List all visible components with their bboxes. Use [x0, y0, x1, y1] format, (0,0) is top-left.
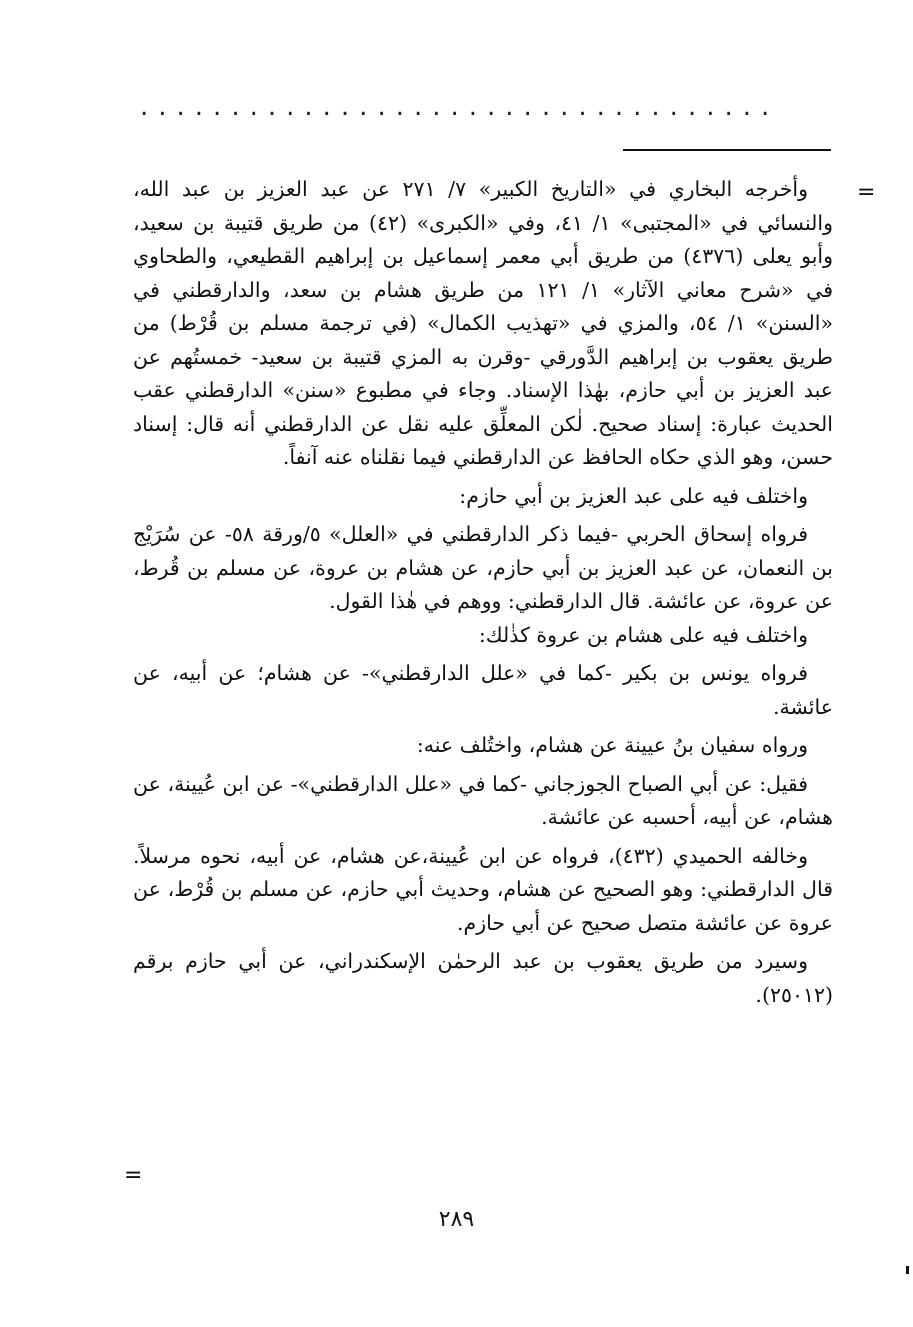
paragraph-5: فرواه يونس بن بكير -كما في «علل الدارقطني»- عن هشام؛ عن أبيه، عن عائشة. — [133, 661, 833, 719]
dotted-separator: ................................... — [140, 92, 780, 122]
footnote-body — [133, 173, 833, 1012]
paragraph-8: وخالفه الحميدي (٤٣٢)، فرواه عن ابن عُيينة،عن هشام، عن أبيه، نحوه مرسلاً. قال الدارقطني: وهو الصحيح عن هشام، وحديث أبي حازم، عن مسلم بن قُرْط، عن عروة عن عائشة متصل صحيح عن أبي حازم. — [133, 843, 833, 935]
paragraph-6: ورواه سفيان بنُ عيينة عن هشام، واختُلف عنه: — [416, 733, 808, 757]
continuation-marker-bottom: = — [124, 1163, 143, 1188]
paragraph-3: فرواه إسحاق الحربي -فيما ذكر الدارقطني في «العلل» ٥/ورقة ٥٨- عن سُرَيْج بن النعمان، عن عبد العزيز بن أبي حازم، عن هشام بن عروة، عن مسلم بن قُرط، عن عروة، عن عائشة. قال الدارقطني: ووهم في هٰذا القول. — [133, 522, 833, 613]
edge-speck — [906, 1266, 909, 1274]
paragraph-1: وأخرجه البخاري في «التاريخ الكبير» ٧/ ٢٧١ عن عبد العزيز بن عبد الله، والنسائي في «المجتبى» ١/ ٤١، وفي «الكبرى» (٤٢) من طريق قتيبة بن سعيد، وأبو يعلى (٤٣٧٦) من طريق أبي معمر إسماعيل بن إبراهيم القطيعي، والطحاوي في «شرح معاني الآثار» ١/ ١٢١ من طريق هشام بن سعد، والدارقطني في «السنن» ١/ ٥٤، والمزي في «تهذيب الكمال» (في ترجمة مسلم بن قُرْط) من طريق يعقوب بن إبراهيم الدَّورقي -وقرن به المزي قتيبة بن سعيد- خمستُهم عن عبد العزيز بن أبي حازم، بهٰذا الإسناد. وجاء في مطبوع «سنن» الدارقطني عقب الحديث عبارة: إسناد صحيح. لٰكن المعلِّق عليه نقل عن الدارقطني أنه قال: إسناد حسن، وهو الذي حكاه الحافظ عن الدارقطني فيما نقلناه عنه آنفاً. — [133, 177, 833, 469]
paragraph-9: وسيرد من طريق يعقوب بن عبد الرحمٰن الإسكندراني، عن أبي حازم برقم (٢٥٠١٢). — [133, 949, 833, 1007]
footnote-rule — [623, 149, 831, 151]
paragraph-4: واختلف فيه على هشام بن عروة كذٰلك: — [478, 622, 808, 647]
paragraph-7: فقيل: عن أبي الصباح الجوزجاني -كما في «علل الدارقطني»- عن ابن عُيينة، عن هشام، عن أبيه، أحسبه عن عائشة. — [133, 771, 833, 829]
continuation-marker-top: = — [857, 180, 876, 205]
page-number: ٢٨٩ — [438, 1207, 475, 1232]
paragraph-2: واختلف فيه على عبد العزيز بن أبي حازم: — [459, 483, 808, 508]
